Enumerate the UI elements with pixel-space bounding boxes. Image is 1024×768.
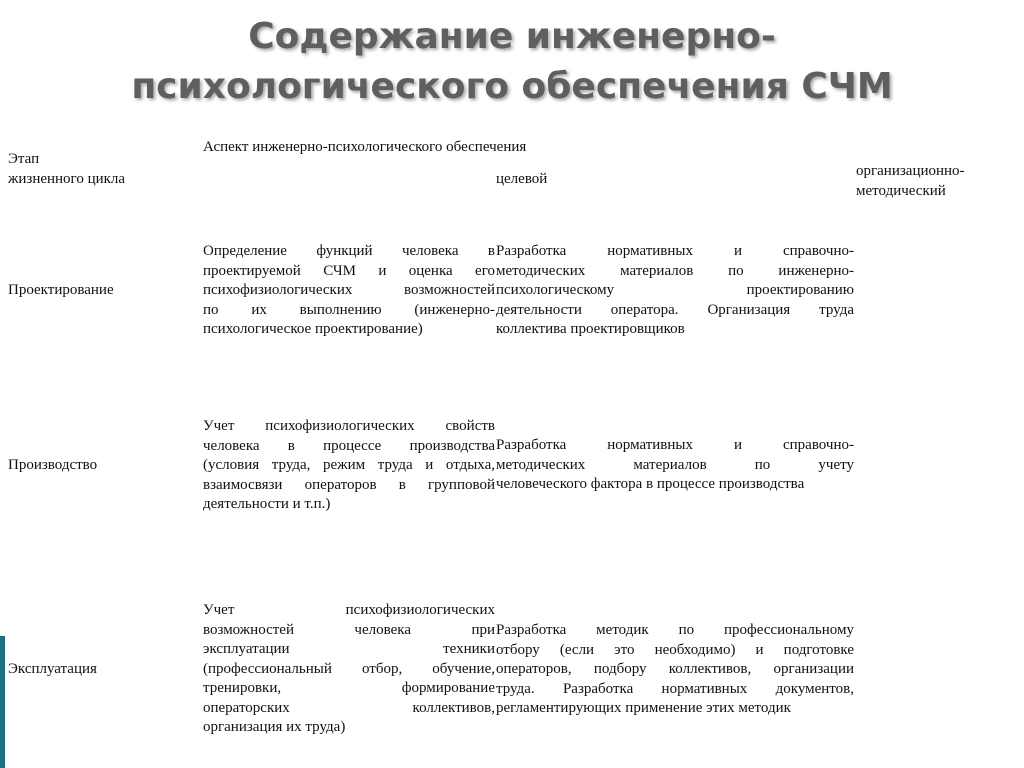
row-production-target-line: Учет психофизиологических свойств — [203, 418, 495, 434]
header-org-line-1: организационно- — [856, 163, 965, 179]
row-design-target-line: по их выполнению (инженерно- — [203, 301, 495, 318]
row-design-target — [203, 242, 495, 340]
row-design-target-line: психологическое проектирование) — [203, 321, 423, 337]
row-production-target-line: человека в процессе производства — [203, 437, 495, 454]
page-title-line-2: психологического обеспечения СЧМ — [131, 66, 893, 107]
row-stage-production: Производство — [8, 457, 98, 473]
row-design-target-line: Определение функций человека в — [203, 243, 495, 259]
row-operation-target-line: тренировки, формирование — [203, 680, 495, 696]
left-accent-bar — [0, 636, 5, 768]
row-stage-design: Проектирование — [8, 282, 114, 298]
page-title-line-1: Содержание инженерно- — [248, 16, 776, 57]
row-operation-org-line: отбору (если это необходимо) и подготовке — [496, 641, 854, 658]
row-production-org-line: методических материалов по учету — [496, 456, 854, 473]
row-design-target-line: психофизиологических возможностей — [203, 282, 495, 298]
header-stage — [8, 150, 125, 189]
header-aspect: Аспект инженерно-психологического обеспечения — [203, 139, 527, 155]
row-operation-target-line: операторских коллективов, — [203, 699, 495, 716]
header-stage-line-1: Этап — [8, 151, 40, 167]
row-operation-target-line: организация их труда) — [203, 719, 346, 735]
header-target: целевой — [496, 171, 548, 187]
row-production-target-line: взаимосвязи операторов в групповой — [203, 476, 495, 493]
row-design-org-line: коллектива проектировщиков — [496, 321, 685, 337]
row-design-target-line: проектируемой СЧМ и оценка его — [203, 262, 495, 279]
row-operation-target-line: (профессиональный отбор, обучение, — [203, 660, 495, 677]
row-operation-target-line: возможностей человека при — [203, 621, 495, 638]
row-production-org-line: человеческого фактора в процессе производства — [496, 476, 805, 492]
row-operation-org-line: регламентирующих применение этих методик — [496, 700, 791, 716]
row-production-org-line: Разработка нормативных и справочно- — [496, 437, 854, 453]
row-operation-target-line: Учет психофизиологических — [203, 602, 495, 618]
row-design-org-line: деятельности оператора. Организация труда — [496, 301, 854, 318]
row-operation-target — [203, 601, 495, 738]
row-operation-org-line: труда. Разработка нормативных документов, — [496, 680, 854, 697]
header-org — [856, 162, 965, 201]
row-stage-operation: Эксплуатация — [8, 661, 97, 677]
row-operation-target-line: эксплуатации техники — [203, 641, 495, 657]
row-production-org — [496, 436, 854, 495]
row-design-org — [496, 242, 854, 340]
header-stage-line-2: жизненного цикла — [8, 170, 126, 187]
row-design-org-line: психологическому проектированию — [496, 282, 854, 298]
row-operation-org-line: операторов, подбору коллективов, организации — [496, 661, 854, 677]
header-org-line-2: методический — [856, 182, 946, 199]
row-production-target-line: (условия труда, режим труда и отдыха, — [203, 457, 495, 473]
row-operation-org-line: Разработка методик по профессиональному — [496, 622, 854, 638]
row-production-target — [203, 417, 495, 515]
row-design-org-line: Разработка нормативных и справочно- — [496, 243, 854, 259]
page-title — [0, 12, 1024, 112]
row-operation-org — [496, 621, 854, 719]
row-production-target-line: деятельности и т.п.) — [203, 496, 331, 512]
row-design-org-line: методических материалов по инженерно- — [496, 262, 854, 279]
